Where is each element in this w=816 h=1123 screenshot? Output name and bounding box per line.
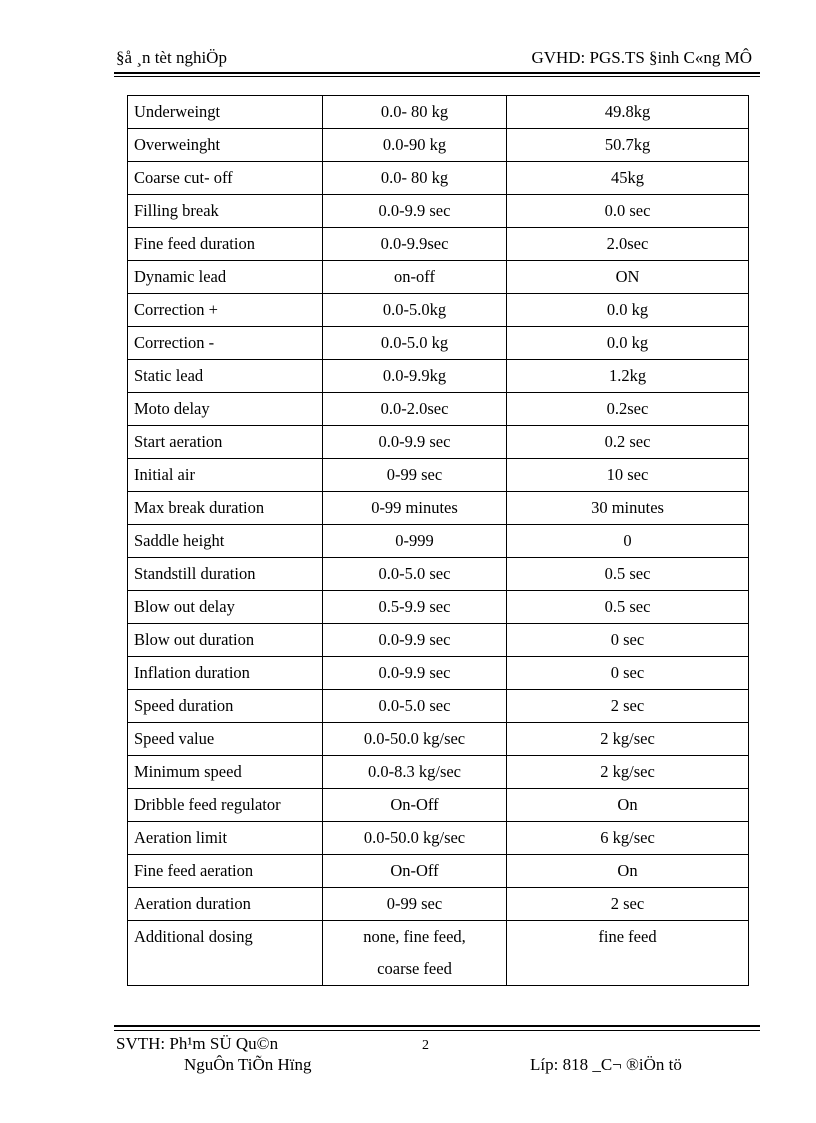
table-cell-parameter: Standstill duration xyxy=(128,558,323,591)
table-row xyxy=(128,624,749,657)
table-cell-parameter: Minimum speed xyxy=(128,756,323,789)
table-cell-parameter: Fine feed duration xyxy=(128,228,323,261)
table-row xyxy=(128,723,749,756)
parameter-table xyxy=(127,95,749,986)
table-cell-value xyxy=(507,921,749,986)
table-row xyxy=(128,525,749,558)
table-cell-value: 0.0 kg xyxy=(507,327,749,360)
table-cell-value: 0 xyxy=(507,525,749,558)
cell-text-line1: none, fine feed, xyxy=(363,927,466,946)
table-cell-parameter: Filling break xyxy=(128,195,323,228)
table-cell-range: 0.0-5.0 sec xyxy=(323,558,507,591)
table-row-additional-dosing xyxy=(128,921,749,986)
page-header xyxy=(116,48,760,70)
table-cell-parameter: Aeration duration xyxy=(128,888,323,921)
table-cell-range: 0.0-5.0kg xyxy=(323,294,507,327)
table-cell-value: 49.8kg xyxy=(507,96,749,129)
table-cell-value: 2 sec xyxy=(507,690,749,723)
table-cell-range: 0.0-5.0 kg xyxy=(323,327,507,360)
parameter-table-body xyxy=(128,96,749,921)
table-cell-range: 0-999 xyxy=(323,525,507,558)
cell-text-line2: coarse feed xyxy=(377,959,452,978)
table-row xyxy=(128,393,749,426)
header-supervisor: GVHD: PGS.TS §inh C«ng MÔ xyxy=(531,48,752,67)
table-cell-parameter: Coarse cut- off xyxy=(128,162,323,195)
table-cell-range: 0.0-9.9sec xyxy=(323,228,507,261)
footer-student-2: NguÔn TiÕn Hïng xyxy=(184,1055,312,1074)
table-row xyxy=(128,492,749,525)
table-cell-range: 0.0-5.0 sec xyxy=(323,690,507,723)
table-row xyxy=(128,690,749,723)
table-cell-value: ON xyxy=(507,261,749,294)
table-cell-parameter: Overweinght xyxy=(128,129,323,162)
table-cell-range: 0.0-9.9 sec xyxy=(323,195,507,228)
table-cell-value: 0.2sec xyxy=(507,393,749,426)
table-cell-value: 0.0 kg xyxy=(507,294,749,327)
table-cell-value: 2 kg/sec xyxy=(507,723,749,756)
table-cell-value: 30 minutes xyxy=(507,492,749,525)
table-cell-value: 0.5 sec xyxy=(507,558,749,591)
table-cell-parameter: Aeration limit xyxy=(128,822,323,855)
header-document-title: §å ¸n tèt nghiÖp xyxy=(116,48,227,67)
table-row xyxy=(128,459,749,492)
table-row xyxy=(128,657,749,690)
table-cell-value: 1.2kg xyxy=(507,360,749,393)
cell-text: fine feed xyxy=(598,927,657,946)
table-cell-range: 0.0- 80 kg xyxy=(323,162,507,195)
table-cell-value: On xyxy=(507,789,749,822)
table-cell-parameter xyxy=(128,921,323,986)
table-cell-parameter: Underweingt xyxy=(128,96,323,129)
table-cell-parameter: Speed duration xyxy=(128,690,323,723)
table-row xyxy=(128,195,749,228)
table-cell-value: 6 kg/sec xyxy=(507,822,749,855)
table-cell-range: 0.0-9.9 sec xyxy=(323,657,507,690)
parameter-table-last xyxy=(128,921,749,986)
table-cell-range: 0-99 sec xyxy=(323,888,507,921)
table-row xyxy=(128,294,749,327)
table-cell-range: 0-99 minutes xyxy=(323,492,507,525)
table-cell-parameter: Fine feed aeration xyxy=(128,855,323,888)
table-cell-parameter: Correction + xyxy=(128,294,323,327)
table-cell-range: 0.0-9.9 sec xyxy=(323,624,507,657)
table-row xyxy=(128,327,749,360)
table-row xyxy=(128,96,749,129)
table-cell-value: 45kg xyxy=(507,162,749,195)
table-cell-range: 0.0-2.0sec xyxy=(323,393,507,426)
table-cell-parameter: Moto delay xyxy=(128,393,323,426)
table-cell-range: 0.0-8.3 kg/sec xyxy=(323,756,507,789)
table-cell-value: 10 sec xyxy=(507,459,749,492)
table-cell-value: 2.0sec xyxy=(507,228,749,261)
header-rule xyxy=(114,72,760,74)
table-cell-parameter: Saddle height xyxy=(128,525,323,558)
table-cell-value: 0.2 sec xyxy=(507,426,749,459)
table-row xyxy=(128,591,749,624)
header-rule-thin xyxy=(114,76,760,77)
table-cell-range: On-Off xyxy=(323,789,507,822)
table-cell-range: 0-99 sec xyxy=(323,459,507,492)
table-row xyxy=(128,756,749,789)
table-cell-parameter: Speed value xyxy=(128,723,323,756)
table-cell-value: 0 sec xyxy=(507,624,749,657)
table-row xyxy=(128,228,749,261)
table-cell-parameter: Initial air xyxy=(128,459,323,492)
table-cell-value: 0.5 sec xyxy=(507,591,749,624)
table-row xyxy=(128,789,749,822)
table-cell-range: 0.0- 80 kg xyxy=(323,96,507,129)
table-cell-range: on-off xyxy=(323,261,507,294)
table-row xyxy=(128,129,749,162)
table-row xyxy=(128,162,749,195)
table-row xyxy=(128,822,749,855)
table-cell-parameter: Blow out delay xyxy=(128,591,323,624)
footer-class: Líp: 818 _C¬ ®iÖn tö xyxy=(530,1055,682,1074)
footer-rule xyxy=(114,1025,760,1027)
table-cell-range: On-Off xyxy=(323,855,507,888)
table-cell-value: 50.7kg xyxy=(507,129,749,162)
page-number: 2 xyxy=(422,1038,429,1053)
table-cell-value: 2 sec xyxy=(507,888,749,921)
table-row xyxy=(128,888,749,921)
page-footer xyxy=(116,1034,760,1084)
table-cell-parameter: Inflation duration xyxy=(128,657,323,690)
table-cell-parameter: Blow out duration xyxy=(128,624,323,657)
table-cell-range: 0.0-50.0 kg/sec xyxy=(323,822,507,855)
table-cell-value: 0.0 sec xyxy=(507,195,749,228)
table-row xyxy=(128,855,749,888)
table-row xyxy=(128,360,749,393)
table-cell-value: 0 sec xyxy=(507,657,749,690)
cell-text: Additional dosing xyxy=(134,927,253,946)
table-cell-range: 0.0-50.0 kg/sec xyxy=(323,723,507,756)
table-cell-parameter: Dribble feed regulator xyxy=(128,789,323,822)
table-cell-range xyxy=(323,921,507,986)
table-row xyxy=(128,261,749,294)
table-cell-parameter: Dynamic lead xyxy=(128,261,323,294)
footer-rule-thin xyxy=(114,1030,760,1031)
table-cell-parameter: Correction - xyxy=(128,327,323,360)
table-cell-parameter: Max break duration xyxy=(128,492,323,525)
table-row xyxy=(128,558,749,591)
table-row xyxy=(128,426,749,459)
table-cell-range: 0.0-9.9 sec xyxy=(323,426,507,459)
table-cell-parameter: Static lead xyxy=(128,360,323,393)
table-cell-parameter: Start aeration xyxy=(128,426,323,459)
table-cell-range: 0.0-90 kg xyxy=(323,129,507,162)
footer-student-1: SVTH: Ph¹m SÜ Qu©n xyxy=(116,1034,279,1053)
table-cell-value: 2 kg/sec xyxy=(507,756,749,789)
table-cell-value: On xyxy=(507,855,749,888)
table-cell-range: 0.0-9.9kg xyxy=(323,360,507,393)
table-cell-range: 0.5-9.9 sec xyxy=(323,591,507,624)
